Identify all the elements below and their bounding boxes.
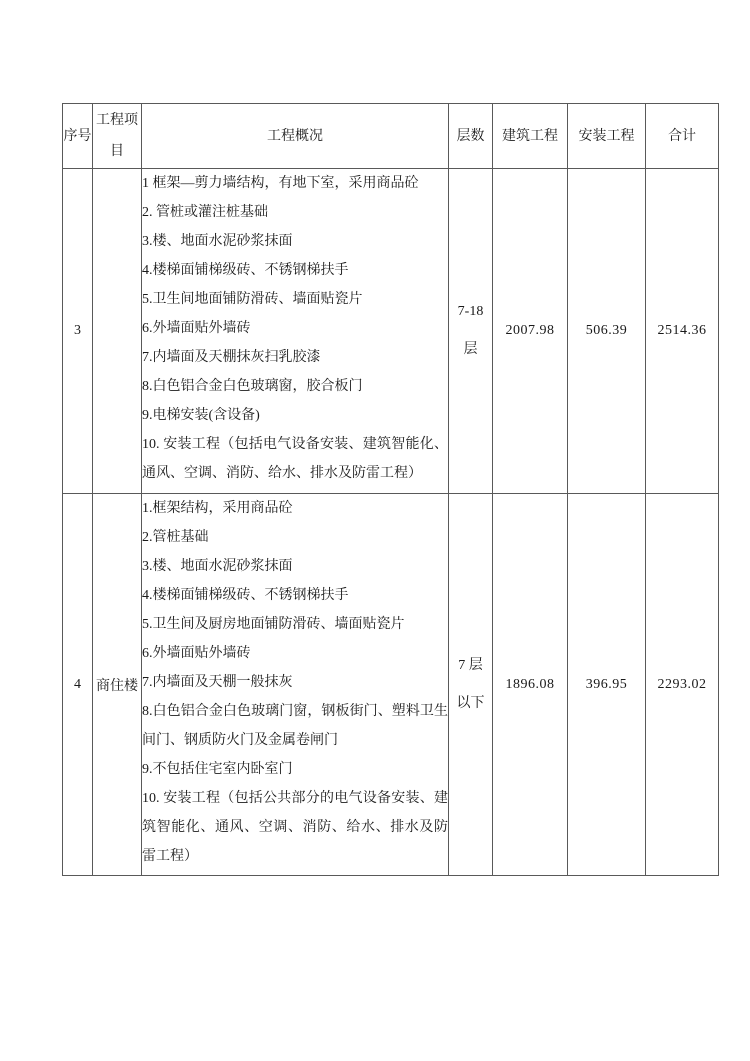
text-line: 4.楼梯面铺梯级砖、不锈钢梯扶手 (142, 588, 349, 603)
construction-cost-cell: 1896.08 (493, 494, 568, 876)
overview-cell (142, 169, 449, 494)
header-construction: 建筑工程 (493, 104, 568, 169)
table-header-row (63, 104, 719, 169)
text-line: 10. 安装工程（包括公共部分的电气设备安装、建筑智能化、通风、空调、消防、给水、排水及防雷工程） (142, 791, 448, 864)
text-line: 2.管桩基础 (142, 530, 209, 545)
header-installation: 安装工程 (568, 104, 646, 169)
text-line: 1.框架结构，采用商品砼 (142, 501, 293, 516)
text-line: 以下 (456, 695, 485, 711)
construction-cost-cell: 2007.98 (493, 169, 568, 494)
text-line: 3.楼、地面水泥砂浆抹面 (142, 234, 293, 249)
text-line: 2. 管桩或灌注桩基础 (142, 205, 268, 220)
text-line: 10. 安装工程（包括电气设备安装、建筑智能化、通风、空调、消防、给水、排水及防雷工程） (142, 437, 448, 481)
text-line: 5.卫生间地面铺防滑砖、墙面贴瓷片 (142, 292, 363, 307)
total-cost-cell: 2293.02 (646, 494, 719, 876)
header-floors: 层数 (449, 104, 493, 169)
floors-cell (449, 169, 493, 494)
project-cell (93, 169, 142, 494)
cost-summary-table (62, 103, 719, 876)
text-line: 5.卫生间及厨房地面铺防滑砖、墙面贴瓷片 (142, 617, 405, 632)
text-line: 9.不包括住宅室内卧室门 (142, 762, 293, 777)
installation-cost-cell: 506.39 (568, 169, 646, 494)
row-no-cell: 3 (63, 169, 93, 494)
header-total: 合计 (646, 104, 719, 169)
total-cost-cell: 2514.36 (646, 169, 719, 494)
header-overview: 工程概况 (142, 104, 449, 169)
table-row (63, 494, 719, 876)
text-line: 3.楼、地面水泥砂浆抹面 (142, 559, 293, 574)
installation-cost-cell: 396.95 (568, 494, 646, 876)
header-project: 工程项目 (93, 104, 142, 169)
header-no: 序号 (63, 104, 93, 169)
project-cell: 商住楼 (93, 494, 142, 876)
text-line: 7.内墙面及天棚一般抹灰 (142, 675, 293, 690)
text-line: 7 层 (458, 657, 483, 673)
text-line: 1 框架—剪力墙结构，有地下室，采用商品砼 (142, 176, 419, 191)
floors-cell (449, 494, 493, 876)
text-line: 层 (463, 342, 478, 357)
text-line: 9.电梯安装(含设备) (142, 408, 260, 423)
row-no-cell: 4 (63, 494, 93, 876)
text-line: 7-18 (457, 304, 484, 319)
text-line: 6.外墙面贴外墙砖 (142, 646, 251, 661)
text-line: 4.楼梯面铺梯级砖、不锈钢梯扶手 (142, 263, 349, 278)
table-row (63, 169, 719, 494)
overview-cell (142, 494, 449, 876)
text-line: 7.内墙面及天棚抹灰扫乳胶漆 (142, 350, 321, 365)
text-line: 6.外墙面贴外墙砖 (142, 321, 251, 336)
text-line: 8.白色铝合金白色玻璃窗，胶合板门 (142, 379, 363, 394)
text-line: 8.白色铝合金白色玻璃门窗，钢板街门、塑料卫生间门、钢质防火门及金属卷闸门 (142, 704, 448, 748)
